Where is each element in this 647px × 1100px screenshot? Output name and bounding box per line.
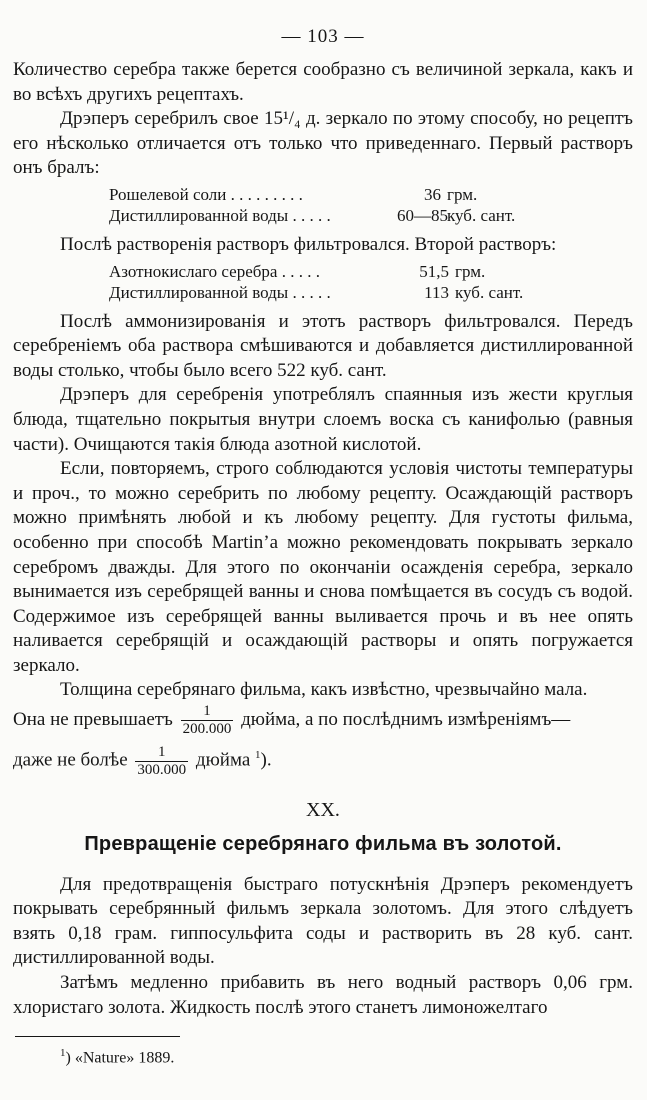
ingredient-unit: грм. <box>447 184 478 204</box>
recipe-table-2 <box>109 261 633 304</box>
footnote-reference: 1 <box>255 749 261 762</box>
ingredient-qty: 113 <box>424 283 449 303</box>
section-title: Превращеніе серебрянаго фильма въ золотой. <box>84 832 562 855</box>
paragraph-7-line-2 <box>13 703 633 738</box>
recipe-row <box>109 261 633 283</box>
footnote <box>60 1047 633 1067</box>
fraction-2 <box>135 744 188 779</box>
footnote-divider <box>15 1036 180 1037</box>
ingredient-unit: куб. сант. <box>455 283 524 303</box>
section-number: XX. <box>306 798 340 821</box>
paragraph-8: Для предотвращенія быстраго потускнѣнія Дрэперъ рекомендуетъ покрывать серебрянный фильмъ зеркала золотомъ. Для этого слѣдуетъ взять 0,18 грам. гиппосульфита соды и растворить въ 28 куб. сант. дистиллированной воды. <box>13 873 633 969</box>
ingredient-unit: грм. <box>455 261 486 281</box>
ingredient-name: Дистиллированной воды . . . . . <box>109 283 331 303</box>
fraction-denominator: 200.000 <box>182 721 232 738</box>
ingredient-qty: 51,5 <box>419 261 449 281</box>
paragraph-2: Дрэперъ серебрилъ свое 15¹/₄ д. зеркало по этому способу, но рецептъ его нѣсколько отличается отъ только что приведеннаго. Первый растворъ онъ бралъ: <box>13 108 633 179</box>
paragraph-5: Дрэперъ для серебренія употреблялъ спаянныя изъ жести круглыя блюда, тщательно покрытыя внутри слоемъ воска съ канифолью (равныя части). Очищаются такія блюда азотной кислотой. <box>13 384 633 455</box>
recipe-row <box>109 205 633 227</box>
paragraph-4: Послѣ аммонизированія и этотъ растворъ фильтровался. Передъ серебреніемъ оба раствора смѣшиваются и добавляется дистиллированной воды столько, чтобы было всего 522 куб. сант. <box>13 310 633 381</box>
text-fragment: ). <box>260 749 272 771</box>
recipe-row <box>109 184 633 206</box>
recipe-table-1 <box>109 184 633 227</box>
ingredient-qty: 60—85 <box>397 206 448 226</box>
text-fragment: Она не превышаетъ <box>13 709 173 731</box>
ingredient-unit: куб. сант. <box>447 206 516 226</box>
ingredient-name: Азотнокислаго серебра . . . . . <box>109 261 320 281</box>
ingredient-name: Дистиллированной воды . . . . . <box>109 206 331 226</box>
fraction-1 <box>181 703 234 738</box>
recipe-row <box>109 282 633 304</box>
footnote-text: ) «Nature» 1889. <box>65 1049 175 1067</box>
text-fragment: дюйма <box>195 749 251 771</box>
page-number: — 103 — <box>281 26 365 47</box>
paragraph-7-line-1: Толщина серебрянаго фильма, какъ извѣстно, чрезвычайно мала. <box>60 679 588 701</box>
footnote-mark: 1 <box>60 1047 66 1060</box>
paragraph-6: Если, повторяемъ, строго соблюдаются условія чистоты температуры и проч., то можно серебрить по любому рецепту. Осаждающій растворъ можно примѣнять любой и къ любому рецепту. Для густоты фильма, особенно при способѣ Martin’а можно рекомендовать покрывать зеркало серебромъ дважды. Для этого по окончаніи осажденія серебра, зеркало вынимается изъ серебрящей ванны и снова помѣщается въ сосудъ съ водой. Содержимое изъ серебрящей ванны выливается прочь и въ нее опять наливается серебрящій и осаждающій растворы и опять погружается зеркало. <box>13 458 633 676</box>
paragraph-9: Затѣмъ медленно прибавить въ него водный растворъ 0,06 грм. хлористаго золота. Жидкость послѣ этого станетъ лимоножелтаго <box>13 972 633 1018</box>
paragraph-1: Количество серебра также берется сообразно съ величиной зеркала, какъ и во всѣхъ другихъ рецептахъ. <box>13 59 633 105</box>
fraction-numerator: 1 <box>135 744 188 762</box>
text-fragment: дюйма, а по послѣднимъ измѣреніямъ— <box>241 709 571 731</box>
ingredient-qty: 36 <box>424 184 441 204</box>
text-fragment: даже не болѣе <box>13 749 128 771</box>
fraction-numerator: 1 <box>181 703 234 721</box>
paragraph-7-line-3 <box>13 738 633 778</box>
paragraph-3: Послѣ растворенія растворъ фильтровался. Второй растворъ: <box>60 233 557 255</box>
ingredient-name: Рошелевой соли . . . . . . . . . <box>109 184 303 204</box>
fraction-denominator: 300.000 <box>137 761 187 778</box>
